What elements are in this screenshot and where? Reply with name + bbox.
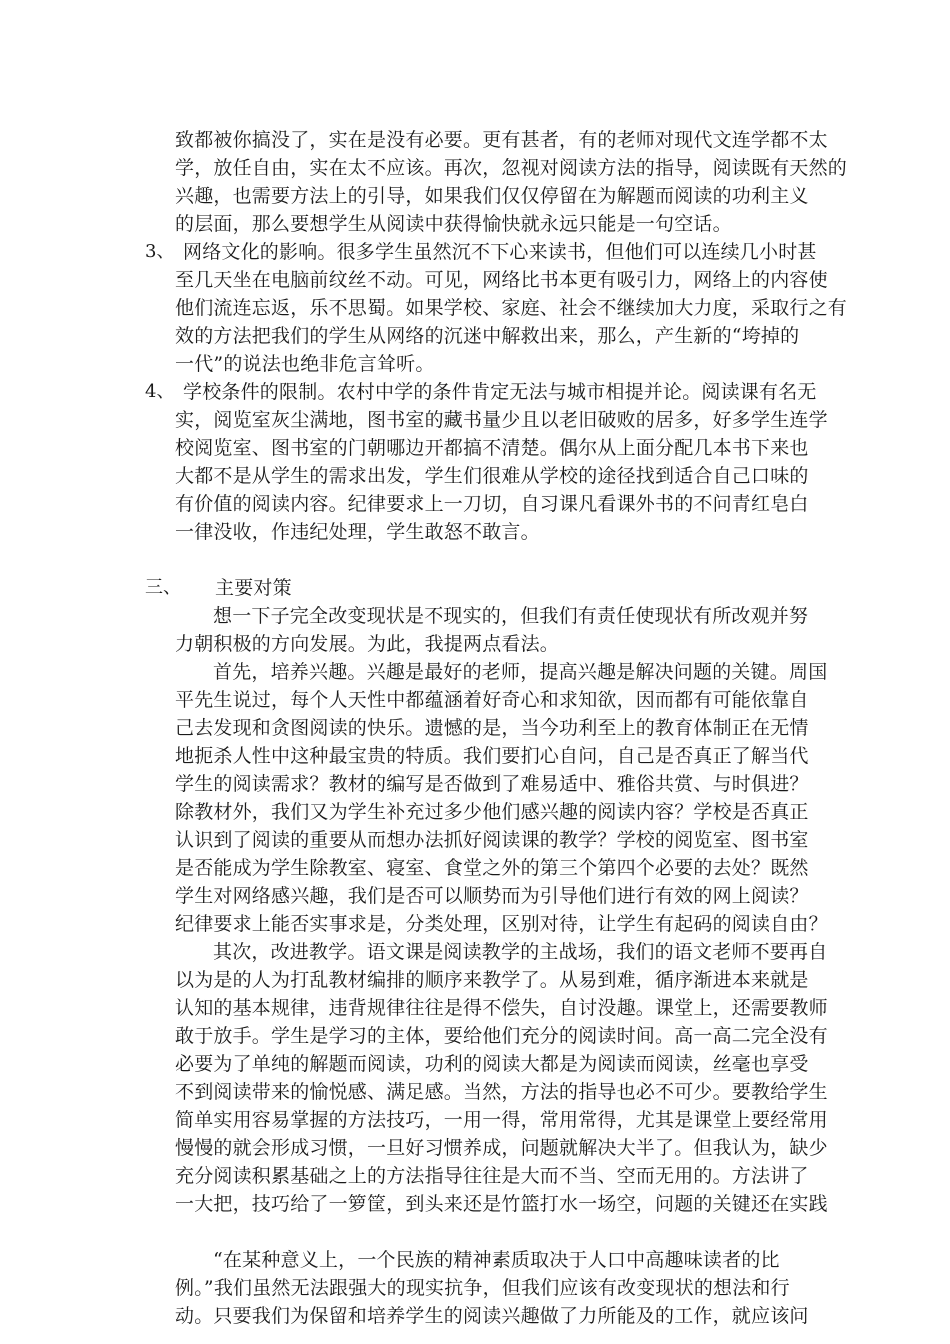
text-line: 学生的阅读需求？教材的编写是否做到了难易适中、雅俗共赏、与时俱进？ — [175, 773, 809, 795]
text-line: 纪律要求上能否实事求是，分类处理，区别对待，让学生有起码的阅读自由？ — [175, 913, 828, 935]
text-line: 想一下子完全改变现状是不现实的，但我们有责任使现状有所改观并努 — [213, 605, 809, 627]
text-line: 其次，改进教学。语文课是阅读教学的主战场，我们的语文老师不要再自 — [213, 941, 828, 963]
text-line: 认识到了阅读的重要从而想办法抓好阅读课的教学？学校的阅览室、图书室 — [175, 829, 809, 851]
text-line: 一代”的说法也绝非危言耸听。 — [175, 353, 435, 375]
text-line: 例。”我们虽然无法跟强大的现实抗争，但我们应该有改变现状的想法和行 — [175, 1277, 790, 1299]
text-line: 力朝积极的方向发展。为此，我提两点看法。 — [175, 633, 560, 655]
text-line: 至几天坐在电脑前纹丝不动。可见，网络比书本更有吸引力，网络上的内容使 — [175, 269, 828, 291]
text-line: 以为是的人为打乱教材编排的顺序来教学了。从易到难，循序渐进本来就是 — [175, 969, 809, 991]
text-line: 兴趣，也需要方法上的引导，如果我们仅仅停留在为解题而阅读的功利主义 — [175, 185, 809, 207]
text-line: 的层面，那么要想学生从阅读中获得愉快就永远只能是一句空话。 — [175, 213, 732, 235]
text-line: 学，放任自由，实在太不应该。再次，忽视对阅读方法的指导，阅读既有天然的 — [175, 157, 848, 179]
text-line: 校阅览室、图书室的门朝哪边开都搞不清楚。偶尔从上面分配几本书下来也 — [175, 437, 809, 459]
text-line: 有价值的阅读内容。纪律要求上一刀切，自习课凡看课外书的不问青红皂白 — [175, 493, 809, 515]
text-line: 认知的基本规律，违背规律往往是得不偿失，自讨没趣。课堂上，还需要教师 — [175, 997, 828, 1019]
text-line: 必要为了单纯的解题而阅读，功利的阅读大都是为阅读而阅读，丝毫也享受 — [175, 1053, 809, 1075]
text-line: 学校条件的限制。农村中学的条件肯定无法与城市相提并论。阅读课有名无 — [183, 381, 817, 403]
text-line: 首先，培养兴趣。兴趣是最好的老师，提高兴趣是解决问题的关键。周国 — [213, 661, 828, 683]
text-line: 一大把，技巧给了一箩筐，到头来还是竹篮打水一场空，问题的关键还在实践 — [175, 1193, 828, 1215]
text-line: 敢于放手。学生是学习的主体，要给他们充分的阅读时间。高一高二完全没有 — [175, 1025, 828, 1047]
text-line: 己去发现和贪图阅读的快乐。遗憾的是，当今功利至上的教育体制正在无情 — [175, 717, 809, 739]
text-line: 实，阅览室灰尘满地，图书室的藏书量少且以老旧破败的居多，好多学生连学 — [175, 409, 828, 431]
text-line: 一律没收，作违纪处理，学生敢怒不敢言。 — [175, 521, 540, 543]
text-line: 慢慢的就会形成习惯，一旦好习惯养成，问题就解决大半了。但我认为，缺少 — [175, 1137, 828, 1159]
text-line: 平先生说过，每个人天性中都蕴涵着好奇心和求知欲，因而都有可能依靠自 — [175, 689, 809, 711]
text-line: 不到阅读带来的愉悦感、满足感。当然，方法的指导也必不可少。要教给学生 — [175, 1081, 828, 1103]
text-line: 动。只要我们为保留和培养学生的阅读兴趣做了力所能及的工作，就应该问 — [175, 1305, 809, 1327]
text-line: 他们流连忘返，乐不思蜀。如果学校、家庭、社会不继续加大力度，采取行之有 — [175, 297, 848, 319]
section-number: 三、 — [145, 577, 181, 598]
text-line: 除教材外，我们又为学生补充过多少他们感兴趣的阅读内容？学校是否真正 — [175, 801, 809, 823]
list-number: 3、 — [145, 241, 175, 262]
text-line: 致都被你搞没了，实在是没有必要。更有甚者，有的老师对现代文连学都不太 — [175, 129, 828, 151]
list-number: 4、 — [145, 381, 175, 402]
text-line: 学生对网络感兴趣，我们是否可以顺势而为引导他们进行有效的网上阅读？ — [175, 885, 809, 907]
text-line: “在某种意义上，一个民族的精神素质取决于人口中高趣味读者的比 — [213, 1249, 780, 1271]
text-line: 是否能成为学生除教室、寝室、食堂之外的第三个第四个必要的去处？既然 — [175, 857, 809, 879]
text-line: 网络文化的影响。很多学生虽然沉不下心来读书，但他们可以连续几小时甚 — [183, 241, 817, 263]
text-line: 充分阅读积累基础之上的方法指导往往是大而不当、空而无用的。方法讲了 — [175, 1165, 809, 1187]
text-line: 效的方法把我们的学生从网络的沉迷中解救出来，那么，产生新的“垮掉的 — [175, 325, 800, 347]
text-line: 简单实用容易掌握的方法技巧，一用一得，常用常得，尤其是课堂上要经常用 — [175, 1109, 828, 1131]
section-title: 主要对策 — [215, 577, 292, 599]
text-line: 大都不是从学生的需求出发，学生们很难从学校的途径找到适合自己口味的 — [175, 465, 809, 487]
text-line: 地扼杀人性中这种最宝贵的特质。我们要扪心自问，自己是否真正了解当代 — [175, 745, 809, 767]
